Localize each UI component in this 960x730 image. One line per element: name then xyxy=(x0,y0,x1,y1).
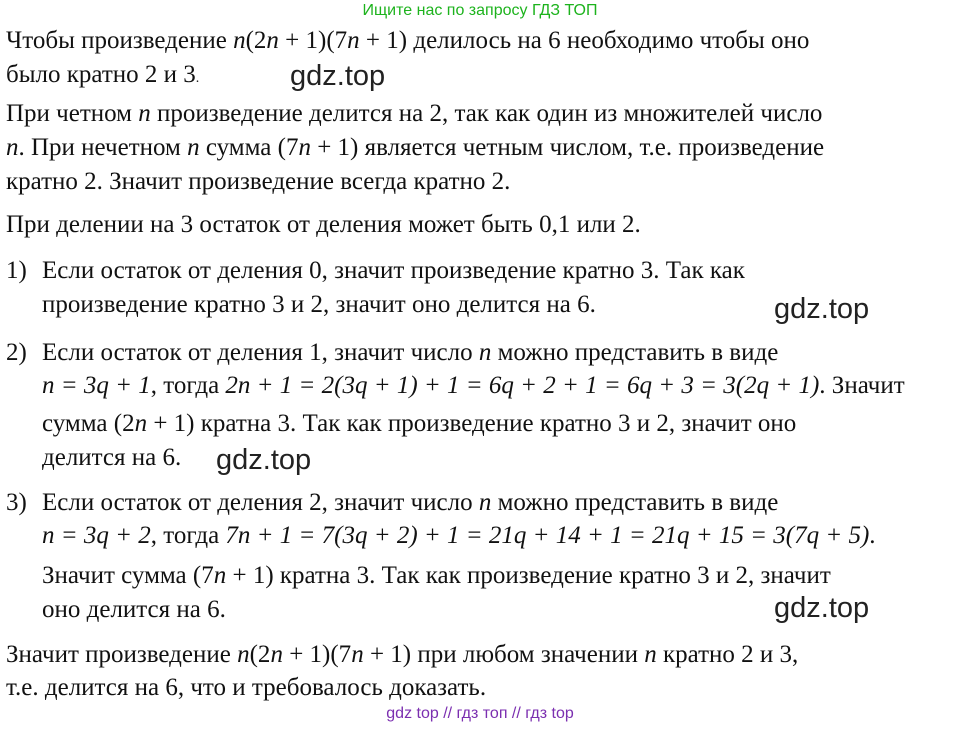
watermark: gdz.top xyxy=(774,293,870,325)
watermark: gdz.top xyxy=(774,592,870,624)
even-case-line-3: кратно 2. Значит произведение всегда кратно 2. xyxy=(6,168,511,195)
bottom-banner[interactable]: gdz top // гдз топ // гдз top xyxy=(386,705,574,722)
item-1-line-1: Если остаток от деления 0, значит произведение кратно 3. Так как xyxy=(42,257,745,284)
intro-line-2: было кратно 2 и 3. xyxy=(6,61,200,88)
formula-derivation: 7n + 1 = 7(3q + 2) + 1 = 21q + 14 + 1 = 21q + 15 = 3(7q + 5) xyxy=(225,522,870,549)
item-1-line-2: произведение кратно 3 и 2, значит оно делится на 6. xyxy=(42,291,596,318)
watermark: gdz.top xyxy=(216,444,312,476)
even-case-line-2: n. При нечетном n сумма (7n + 1) является четным числом, т.е. произведение xyxy=(6,134,825,161)
formula-n-equals: n = 3q + 2 xyxy=(42,522,151,549)
item-3-number: 3) xyxy=(6,489,27,516)
watermark: gdz.top xyxy=(290,60,386,92)
conclusion-line-1: Значит произведение n(2n + 1)(7n + 1) при любом значении n кратно 2 и 3, xyxy=(6,641,799,668)
item-3-line-1: Если остаток от деления 2, значит число n можно представить в виде xyxy=(42,489,779,516)
formula-derivation: 2n + 1 = 2(3q + 1) + 1 = 6q + 2 + 1 = 6q + 3 = 3(2q + 1) xyxy=(225,372,820,399)
item-1-number: 1) xyxy=(6,257,27,284)
item-2-line-4: делится на 6. xyxy=(42,444,182,471)
item-3-line-4: оно делится на 6. xyxy=(42,596,226,623)
item-2-number: 2) xyxy=(6,339,27,366)
top-banner[interactable]: Ищите нас по запросу ГДЗ ТОП xyxy=(362,2,598,19)
even-case-line-1: При четном n произведение делится на 2, так как один из множителей число xyxy=(6,100,823,127)
conclusion-line-2: т.е. делится на 6, что и требовалось доказать. xyxy=(6,674,487,701)
intro-line-1: Чтобы произведение n(2n + 1)(7n + 1) делилось на 6 необходимо чтобы оно xyxy=(6,27,810,54)
item-2-line-3: сумма (2n + 1) кратна 3. Так как произведение кратно 3 и 2, значит оно xyxy=(42,410,797,437)
item-2-formula-line: n = 3q + 1, тогда 2n + 1 = 2(3q + 1) + 1 = 6q + 2 + 1 = 6q + 3 = 3(2q + 1). Значит xyxy=(42,372,905,399)
formula-n-equals: n = 3q + 1 xyxy=(42,372,151,399)
item-3-formula-line: n = 3q + 2, тогда 7n + 1 = 7(3q + 2) + 1 = 21q + 14 + 1 = 21q + 15 = 3(7q + 5). xyxy=(42,522,876,549)
item-2-line-1: Если остаток от деления 1, значит число n можно представить в виде xyxy=(42,339,779,366)
item-3-line-3: Значит сумма (7n + 1) кратна 3. Так как произведение кратно 3 и 2, значит xyxy=(42,562,831,589)
remainder-intro: При делении на 3 остаток от деления может быть 0,1 или 2. xyxy=(6,211,641,238)
